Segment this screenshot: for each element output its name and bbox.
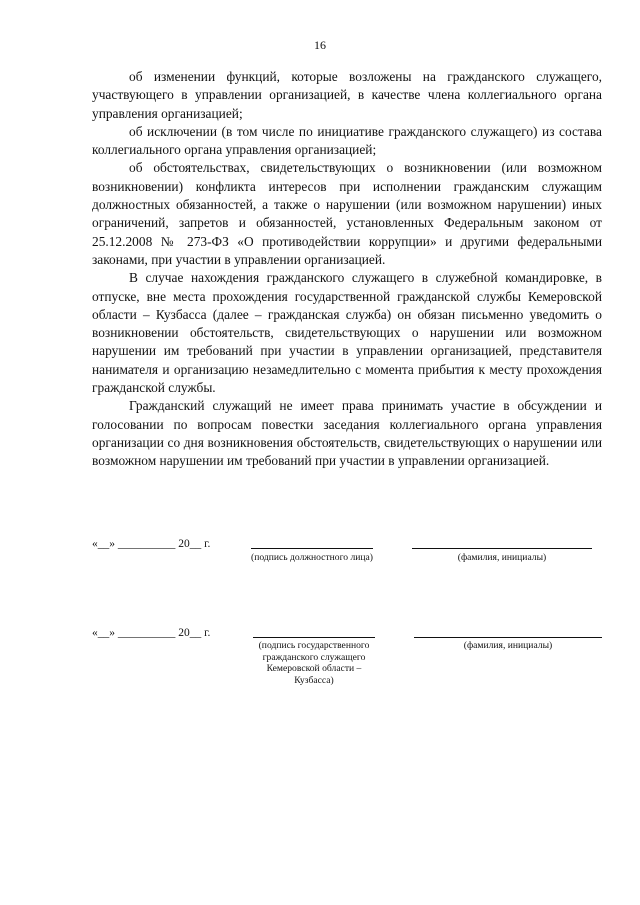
paragraph-conflict-of-interest: об обстоятельствах, свидетельствующих о возникновении (или возможном возникновении) конфликта интересов при исполнении гражданским служащим должностных обязанностей, а также о нарушении (или возможном нарушении) иных ограничений, запретов и обязанностей, установленных Федеральным законом от 25.12.2008 № 273-ФЗ «О противодействии коррупции» и другими федеральными законами, при участии в управлении организацией.	[92, 160, 602, 267]
signature-date: «__» __________ 20__ г.	[92, 538, 211, 550]
paragraph-functions-change: об изменении функций, которые возложены на гражданского служащего, участвующего в управлении организацией, в качестве члена коллегиального органа управления организацией;	[92, 69, 602, 121]
signature-date: «__» __________ 20__ г.	[92, 627, 211, 639]
document-body	[92, 68, 602, 471]
name-line	[414, 637, 602, 638]
signature-line	[253, 637, 375, 638]
name-line	[412, 548, 592, 549]
paragraph-voting-restriction: Гражданский служащий не имеет права принимать участие в обсуждении и голосовании по вопросам повестки заседания коллегиального органа управления организации со дня возникновения обстоятельств, свидетельствующих о нарушении или возможном нарушении им требований при участии в управлении организацией.	[92, 398, 602, 469]
paragraph-exclusion: об исключении (в том числе по инициативе гражданского служащего) из состава коллегиального органа управления организацией;	[92, 123, 602, 158]
signature-line	[251, 548, 373, 549]
signature-caption: (подпись государственного гражданского служащего Кемеровской области – Кузбасса)	[258, 640, 370, 686]
paragraph-business-trip: В случае нахождения гражданского служащего в служебной командировке, в отпуске, вне места прохождения государственной гражданской службы Кемеровской области – Кузбасса (далее – гражданская служба) он обязан письменно уведомить о возникновении обстоятельств, свидетельствующих о нарушении или возможном нарушении им требований при участии в управлении организацией, представителя нанимателя и организацию незамедлительно с момента прибытия к месту прохождения гражданской службы.	[92, 270, 602, 396]
signature-caption: (подпись должностного лица)	[251, 552, 373, 563]
name-caption: (фамилия, инициалы)	[457, 552, 547, 563]
name-caption: (фамилия, инициалы)	[463, 640, 553, 651]
page-number: 16	[314, 38, 326, 52]
